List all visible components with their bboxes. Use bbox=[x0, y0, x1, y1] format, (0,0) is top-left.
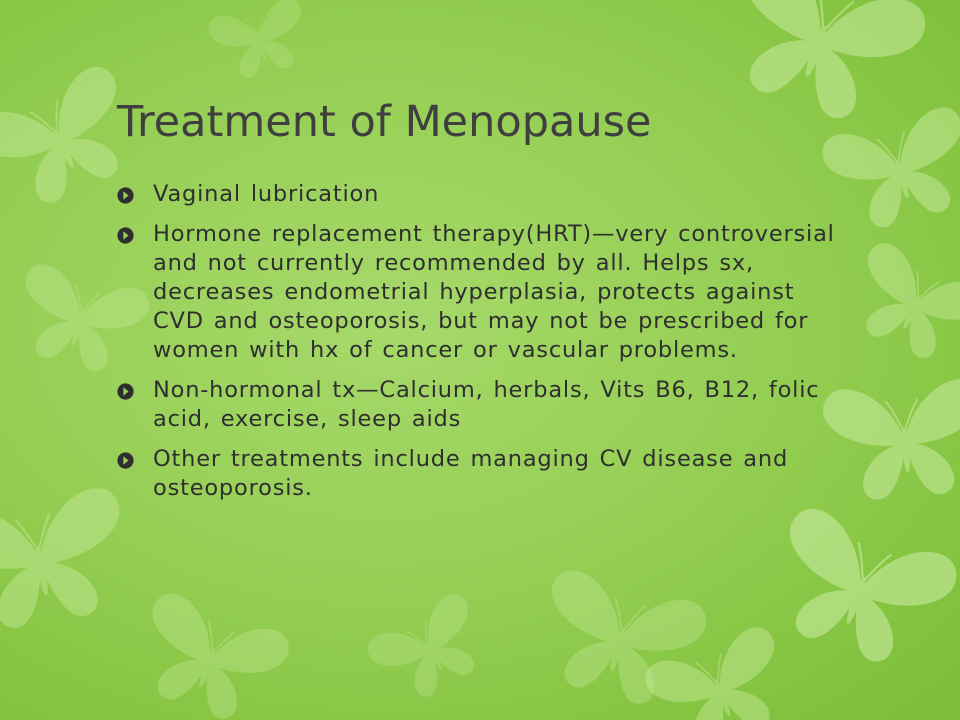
arrow-circle-bullet-icon bbox=[117, 452, 134, 469]
butterfly-decoration bbox=[839, 238, 960, 372]
butterfly-decoration bbox=[819, 104, 960, 238]
bullet-text: Non-hormonal tx—Calcium, herbals, Vits B6, B12, folic acid, exercise, sleep aids bbox=[153, 377, 820, 432]
bullet-item bbox=[117, 220, 837, 365]
butterfly-decoration bbox=[206, 0, 314, 85]
butterfly-decoration bbox=[822, 378, 960, 503]
butterfly-decoration bbox=[126, 589, 293, 720]
slide-title: Treatment of Menopause bbox=[117, 97, 652, 147]
butterfly-decoration bbox=[0, 485, 136, 636]
bullet-item bbox=[117, 376, 837, 434]
bullet-item bbox=[117, 180, 837, 209]
bullet-list bbox=[117, 180, 837, 514]
arrow-circle-bullet-icon bbox=[117, 383, 134, 400]
arrow-circle-bullet-icon bbox=[117, 227, 134, 244]
bullet-text: Hormone replacement therapy(HRT)—very controversial and not currently recommended by all. Helps sx, decreases endometrial hyperplasia, protects against CVD and osteoporosis, but may not be prescribed for women with hx of cancer or vascular problems. bbox=[153, 221, 835, 363]
bullet-text: Vaginal lubrication bbox=[153, 181, 380, 207]
bullet-item bbox=[117, 445, 837, 503]
butterfly-decoration bbox=[708, 0, 931, 136]
butterfly-decoration bbox=[757, 503, 960, 678]
butterfly-decoration bbox=[363, 589, 497, 712]
arrow-circle-bullet-icon bbox=[117, 187, 134, 204]
bullet-text: Other treatments include managing CV disease and osteoporosis. bbox=[153, 446, 789, 501]
